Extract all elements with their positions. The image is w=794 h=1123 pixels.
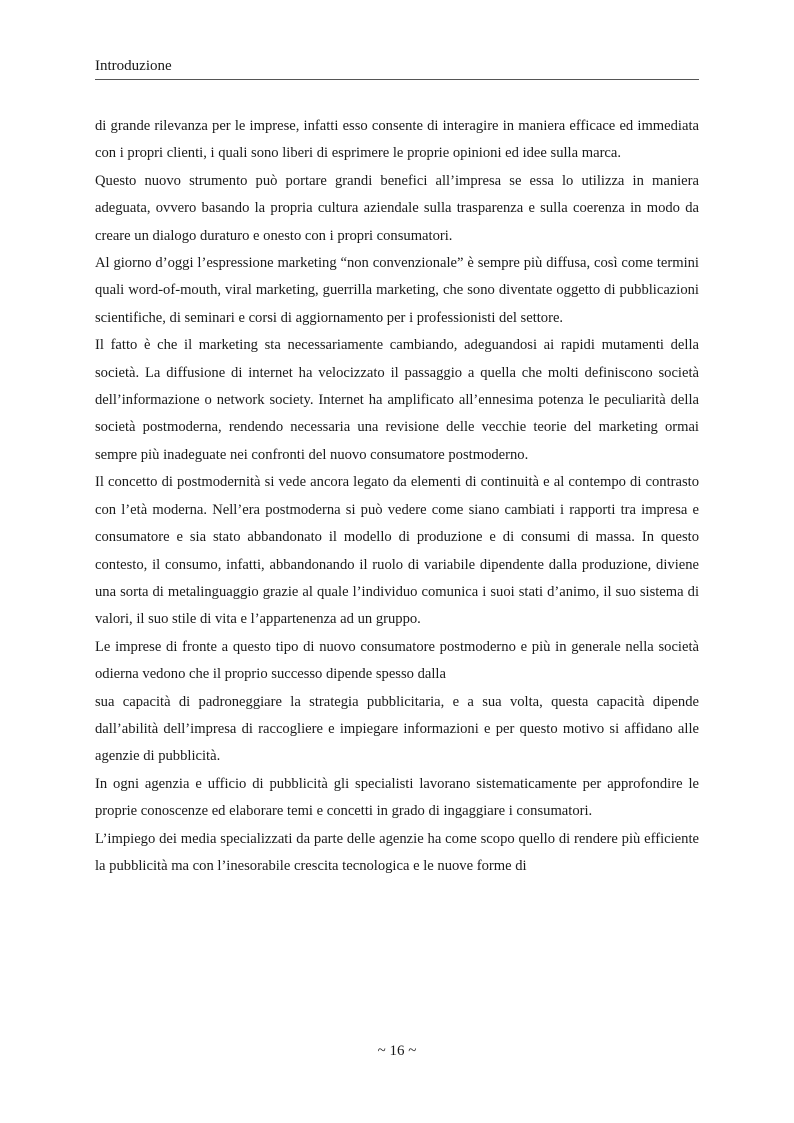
paragraph: Questo nuovo strumento può portare grandi benefici all’impresa se essa lo utilizza in maniera adeguata, ovvero basando la propria cultura aziendale sulla trasparenza e sulla coerenza in modo da creare un dialogo duraturo e onesto con i propri consumatori. [95, 172, 699, 244]
paragraph: Al giorno d’oggi l’espressione marketing “non convenzionale” è sempre più diffusa, così come termini quali word-of-mouth, viral marketing, guerrilla marketing, che sono diventate oggetto di pubblicazioni scientifiche, di seminari e corsi di aggiornamento per i professionisti del settore. [95, 255, 699, 326]
paragraph: In ogni agenzia e ufficio di pubblicità gli specialisti lavorano sistematicamente per approfondire le proprie conoscenze ed elaborare temi e concetti in grado di ingaggiare i consumatori. [95, 775, 699, 820]
body-text [95, 113, 699, 880]
paragraph: Le imprese di fronte a questo tipo di nuovo consumatore postmoderno e più in generale nella società odierna vedono che il proprio successo dipende spesso dalla [95, 638, 699, 683]
running-header-title: Introduzione [95, 58, 172, 74]
paragraph: sua capacità di padroneggiare la strategia pubblicitaria, e a sua volta, questa capacità dipende dall’abilità dell’impresa di raccogliere e impiegare informazioni e per questo motivo si affidano alle agenzie di pubblicità. [95, 693, 699, 765]
page-number: ~ 16 ~ [377, 1043, 417, 1059]
paragraph: L’impiego dei media specializzati da parte delle agenzie ha come scopo quello di rendere più efficiente la pubblicità ma con l’inesorabile crescita tecnologica e le nuove forme di [95, 830, 699, 874]
paragraph: di grande rilevanza per le imprese, infatti esso consente di interagire in maniera efficace ed immediata con i propri clienti, i quali sono liberi di esprimere le proprie opinioni ed idee sulla marca. [95, 118, 699, 162]
header-divider [95, 79, 699, 80]
paragraph: Il fatto è che il marketing sta necessariamente cambiando, adeguandosi ai rapidi mutamenti della società. La diffusione di internet ha velocizzato il passaggio a quella che molti definiscono società dell’informazione o network society. Internet ha amplificato all’ennesima potenza le peculiarità della società postmoderna, rendendo necessaria una revisione delle vecchie teorie del marketing ormai sempre più inadeguate nei confronti del nuovo consumatore postmoderno. [95, 337, 699, 463]
paragraph: Il concetto di postmodernità si vede ancora legato da elementi di continuità e al contempo di contrasto con l’età moderna. Nell’era postmoderna si può vedere come siano cambiati i rapporti tra impresa e consumatore e sia stato abbandonato il modello di produzione e di consumi di massa. In questo contesto, il consumo, infatti, abbandonando il ruolo di variabile dipendente dalla produzione, diviene una sorta di metalinguaggio grazie al quale l’individuo comunica i suoi stati d’animo, il suo sistema di valori, il suo stile di vita e l’appartenenza ad un gruppo. [95, 474, 699, 628]
